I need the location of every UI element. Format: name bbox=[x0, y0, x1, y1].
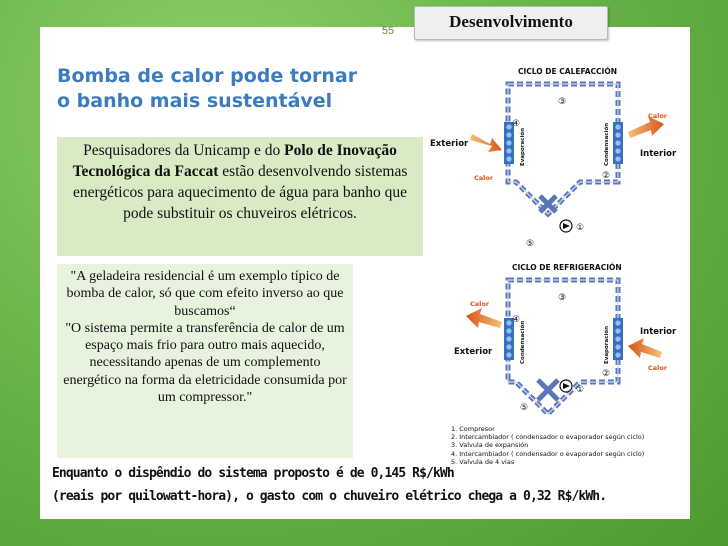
cooling-cycle bbox=[454, 263, 677, 414]
intro-text-after: estão desenvolvendo sistemas energéticos para aquecimento de água para banho que pode substituir os chuveiros elétricos. bbox=[72, 163, 408, 222]
legend-item: 1. Compresor bbox=[451, 425, 495, 433]
title-line-2: o banho mais sustentável bbox=[57, 90, 333, 112]
heating-marker-3: ③ bbox=[558, 97, 567, 107]
footer-line-1: Enquanto o dispêndio do sistema proposto é de 0,145 R$/kWh bbox=[52, 466, 454, 481]
section-tab: Desenvolvimento bbox=[414, 6, 608, 40]
intro-box bbox=[57, 137, 423, 256]
heating-interior-label: Interior bbox=[640, 149, 677, 159]
cooling-left-heat-arrow bbox=[466, 308, 502, 328]
heating-right-coil-label: Condensación bbox=[604, 122, 610, 166]
heating-title: CICLO DE CALEFACCIÓN bbox=[518, 67, 617, 76]
title-line-1: Bomba de calor pode tornar bbox=[57, 65, 358, 87]
cooling-interior-label: Interior bbox=[640, 327, 677, 337]
heat-pump-svg bbox=[430, 64, 686, 466]
cooling-left-coil-label: Condensación bbox=[520, 320, 526, 364]
heating-marker-1: ① bbox=[576, 223, 585, 233]
heating-right-arrow-label: Calor bbox=[648, 112, 668, 120]
legend-item: 2. Intercambiador ( condensador o evaporador según ciclo) bbox=[451, 433, 645, 442]
cooling-right-arrow-label: Calor bbox=[648, 364, 668, 372]
heating-left-coil-label: Evaporación bbox=[520, 127, 526, 166]
heat-pump-diagram bbox=[430, 64, 686, 466]
intro-text-before: Pesquisadores da Unicamp e do bbox=[83, 142, 285, 159]
quote-part-2: "O sistema permite a transferência de calor de um espaço mais frio para outro mais aquecido, necessitando apenas de um complemento energético na forma da eletricidade consumida por um compressor." bbox=[63, 320, 347, 406]
cooling-four-way-valve bbox=[538, 380, 558, 400]
intro-bold: Polo de Inovação Tecnológica da Faccat bbox=[72, 142, 397, 180]
footer-line-2: (reais por quilowatt-hora), o gasto com o chuveiro elétrico chega a 0,32 R$/kWh. bbox=[52, 489, 607, 504]
cooling-marker-4: ④ bbox=[512, 315, 521, 325]
cooling-right-coil-label: Evaporación bbox=[604, 325, 610, 364]
cooling-right-heat-arrow bbox=[628, 338, 662, 358]
slide-title bbox=[57, 64, 437, 114]
cooling-title: CICLO DE REFRIGERACIÓN bbox=[512, 263, 622, 272]
cooling-marker-5: ⑤ bbox=[520, 403, 529, 413]
heating-marker-4: ④ bbox=[512, 119, 521, 129]
legend-item: 5. Valvula de 4 vias bbox=[451, 457, 515, 466]
heating-left-arrow-label: Calor bbox=[474, 174, 494, 182]
cooling-marker-2: ② bbox=[602, 369, 611, 379]
cooling-marker-3: ③ bbox=[558, 293, 567, 303]
cooling-left-arrow-label: Calor bbox=[470, 300, 490, 308]
legend-item: 3. Valvula de expansión bbox=[451, 441, 529, 450]
quote-part-1: "A geladeira residencial é um exemplo típico de bomba de calor, só que com efeito inverso ao que buscamos“ bbox=[66, 269, 344, 319]
legend-item: 4. Intercambiador ( condensador o evaporador según ciclo) bbox=[451, 449, 645, 458]
cooling-marker-1: ① bbox=[576, 385, 585, 395]
cooling-exterior-label: Exterior bbox=[454, 347, 493, 357]
heating-cycle bbox=[430, 67, 677, 249]
heating-left-heat-arrow bbox=[470, 134, 502, 152]
quote-box bbox=[57, 264, 353, 458]
diagram-legend bbox=[451, 425, 681, 466]
heating-four-way-valve bbox=[540, 196, 556, 212]
page-number: 55 bbox=[381, 25, 395, 37]
heating-exterior-label: Exterior bbox=[430, 139, 469, 149]
heating-marker-2: ② bbox=[602, 171, 611, 181]
heating-marker-5: ⑤ bbox=[526, 239, 535, 249]
